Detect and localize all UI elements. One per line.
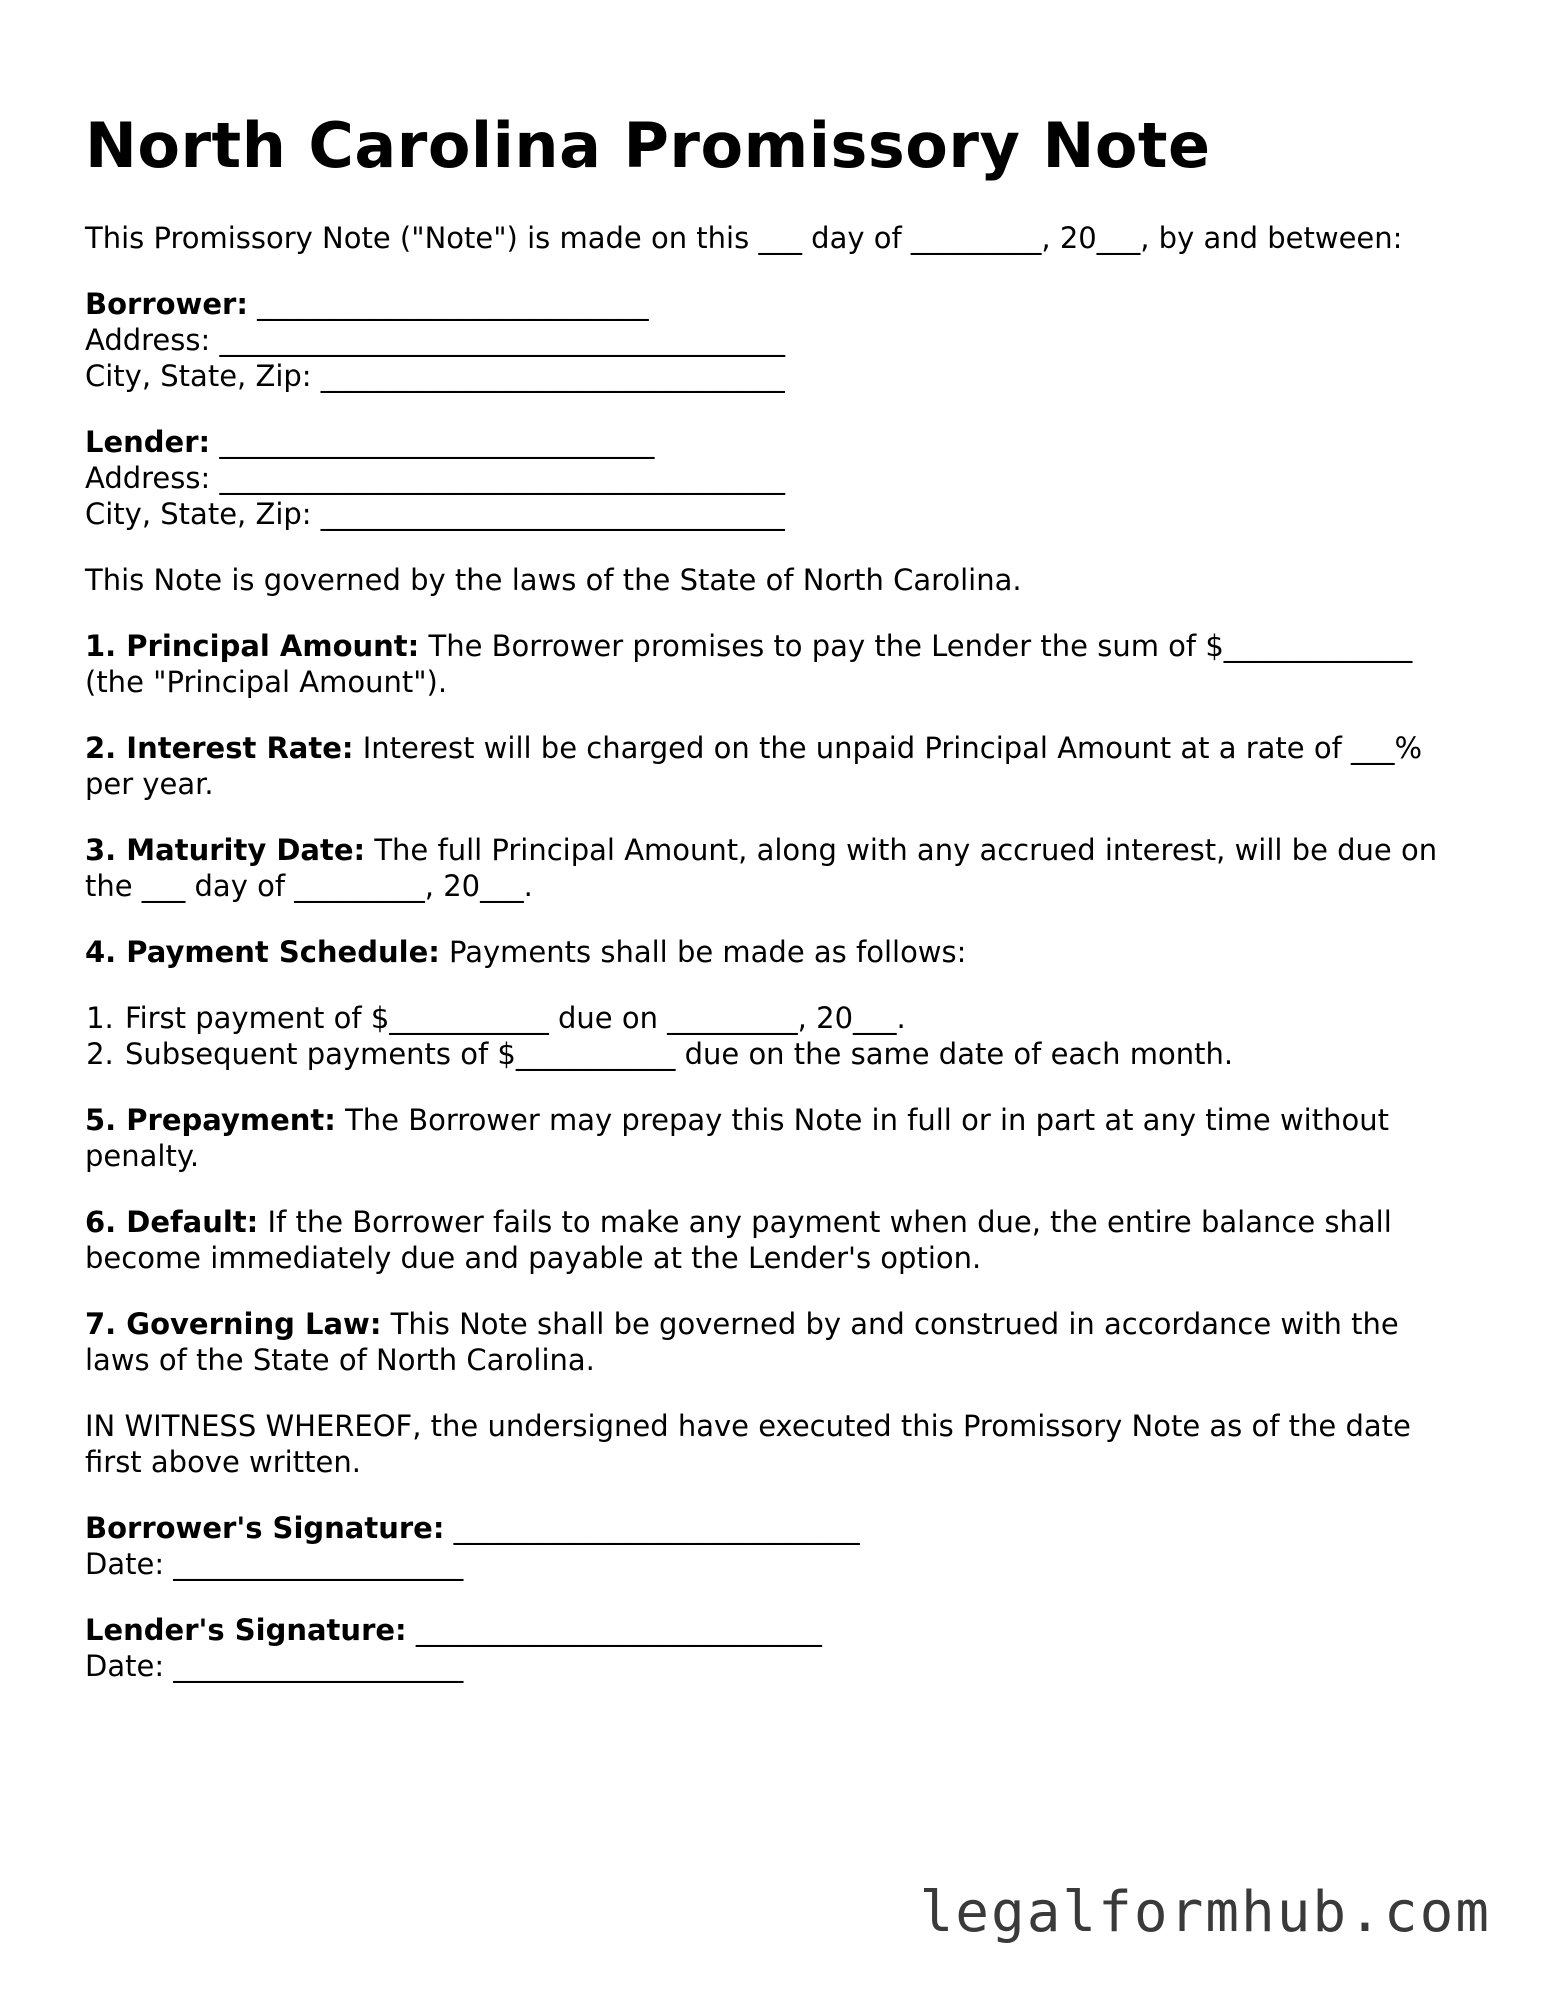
section-governing-law-text: This Note shall be governed by and construed in accordance with the laws of the State of North Carolina. <box>85 1307 1399 1377</box>
list-item: 1. First payment of $___________ due on _________, 20___. <box>123 1000 1455 1036</box>
section-default <box>85 1204 1455 1276</box>
lender-address-line: Address: _______________________________________ <box>85 461 785 495</box>
borrower-block <box>85 286 1455 394</box>
lender-signature-date: Date: ____________________ <box>85 1649 464 1683</box>
section-schedule-text: Payments shall be made as follows: <box>439 935 967 969</box>
borrower-signature-label: Borrower's Signature: <box>85 1511 445 1545</box>
section-interest-label: 2. Interest Rate: <box>85 731 354 765</box>
borrower-signature-block <box>85 1510 1455 1582</box>
intro-paragraph: This Promissory Note ("Note") is made on this ___ day of _________, 20___, by and between: <box>85 221 1403 255</box>
list-item: 2. Subsequent payments of $___________ due on the same date of each month. <box>123 1036 1455 1072</box>
section-prepayment-label: 5. Prepayment: <box>85 1103 336 1137</box>
lender-city-line: City, State, Zip: ________________________________ <box>85 497 785 531</box>
watermark-logo: legalformhub.com <box>919 1880 1491 1945</box>
lender-signature-block <box>85 1612 1455 1684</box>
governed-paragraph: This Note is governed by the laws of the State of North Carolina. <box>85 563 1022 597</box>
borrower-signature-line <box>85 1510 1455 1546</box>
payment-schedule-list <box>85 1000 1455 1072</box>
lender-signature-blank: ____________________________ <box>406 1613 822 1647</box>
witness-paragraph: IN WITNESS WHEREOF, the undersigned have executed this Promissory Note as of the date first above written. <box>85 1409 1411 1479</box>
borrower-name-line <box>85 286 1455 322</box>
page-title: North Carolina Promissory Note <box>85 109 1211 182</box>
section-maturity-label: 3. Maturity Date: <box>85 833 366 867</box>
lender-block <box>85 424 1455 532</box>
lender-label: Lender: <box>85 425 211 459</box>
section-schedule-label: 4. Payment Schedule: <box>85 935 440 969</box>
section-principal-label: 1. Principal Amount: <box>85 629 420 663</box>
section-governing-law-label: 7. Governing Law: <box>85 1307 382 1341</box>
document-body <box>85 220 1455 1714</box>
lender-signature-line <box>85 1612 1455 1648</box>
section-schedule <box>85 934 1455 970</box>
section-prepayment-text: The Borrower may prepay this Note in full or in part at any time without penalty. <box>85 1103 1389 1173</box>
section-maturity-text: The full Principal Amount, along with any accrued interest, will be due on the ___ day of _________, 20___. <box>85 833 1438 903</box>
borrower-label: Borrower: <box>85 287 248 321</box>
lender-name-line <box>85 424 1455 460</box>
section-default-text: If the Borrower fails to make any payment when due, the entire balance shall become immediately due and payable at the Lender's option. <box>85 1205 1392 1275</box>
lender-signature-label: Lender's Signature: <box>85 1613 407 1647</box>
section-interest <box>85 730 1455 802</box>
section-governing-law <box>85 1306 1455 1378</box>
section-principal-text: The Borrower promises to pay the Lender the sum of $_____________ (the "Principal Amount"). <box>85 629 1413 699</box>
borrower-name-blank: ___________________________ <box>247 287 649 321</box>
section-default-label: 6. Default: <box>85 1205 259 1239</box>
section-prepayment <box>85 1102 1455 1174</box>
borrower-signature-date: Date: ____________________ <box>85 1547 464 1581</box>
section-principal <box>85 628 1455 700</box>
borrower-address-line: Address: _______________________________________ <box>85 323 785 357</box>
borrower-city-line: City, State, Zip: ________________________________ <box>85 359 785 393</box>
lender-name-blank: ______________________________ <box>210 425 655 459</box>
section-maturity <box>85 832 1455 904</box>
section-interest-text: Interest will be charged on the unpaid Principal Amount at a rate of ___% per year. <box>85 731 1423 801</box>
borrower-signature-blank: ____________________________ <box>444 1511 860 1545</box>
